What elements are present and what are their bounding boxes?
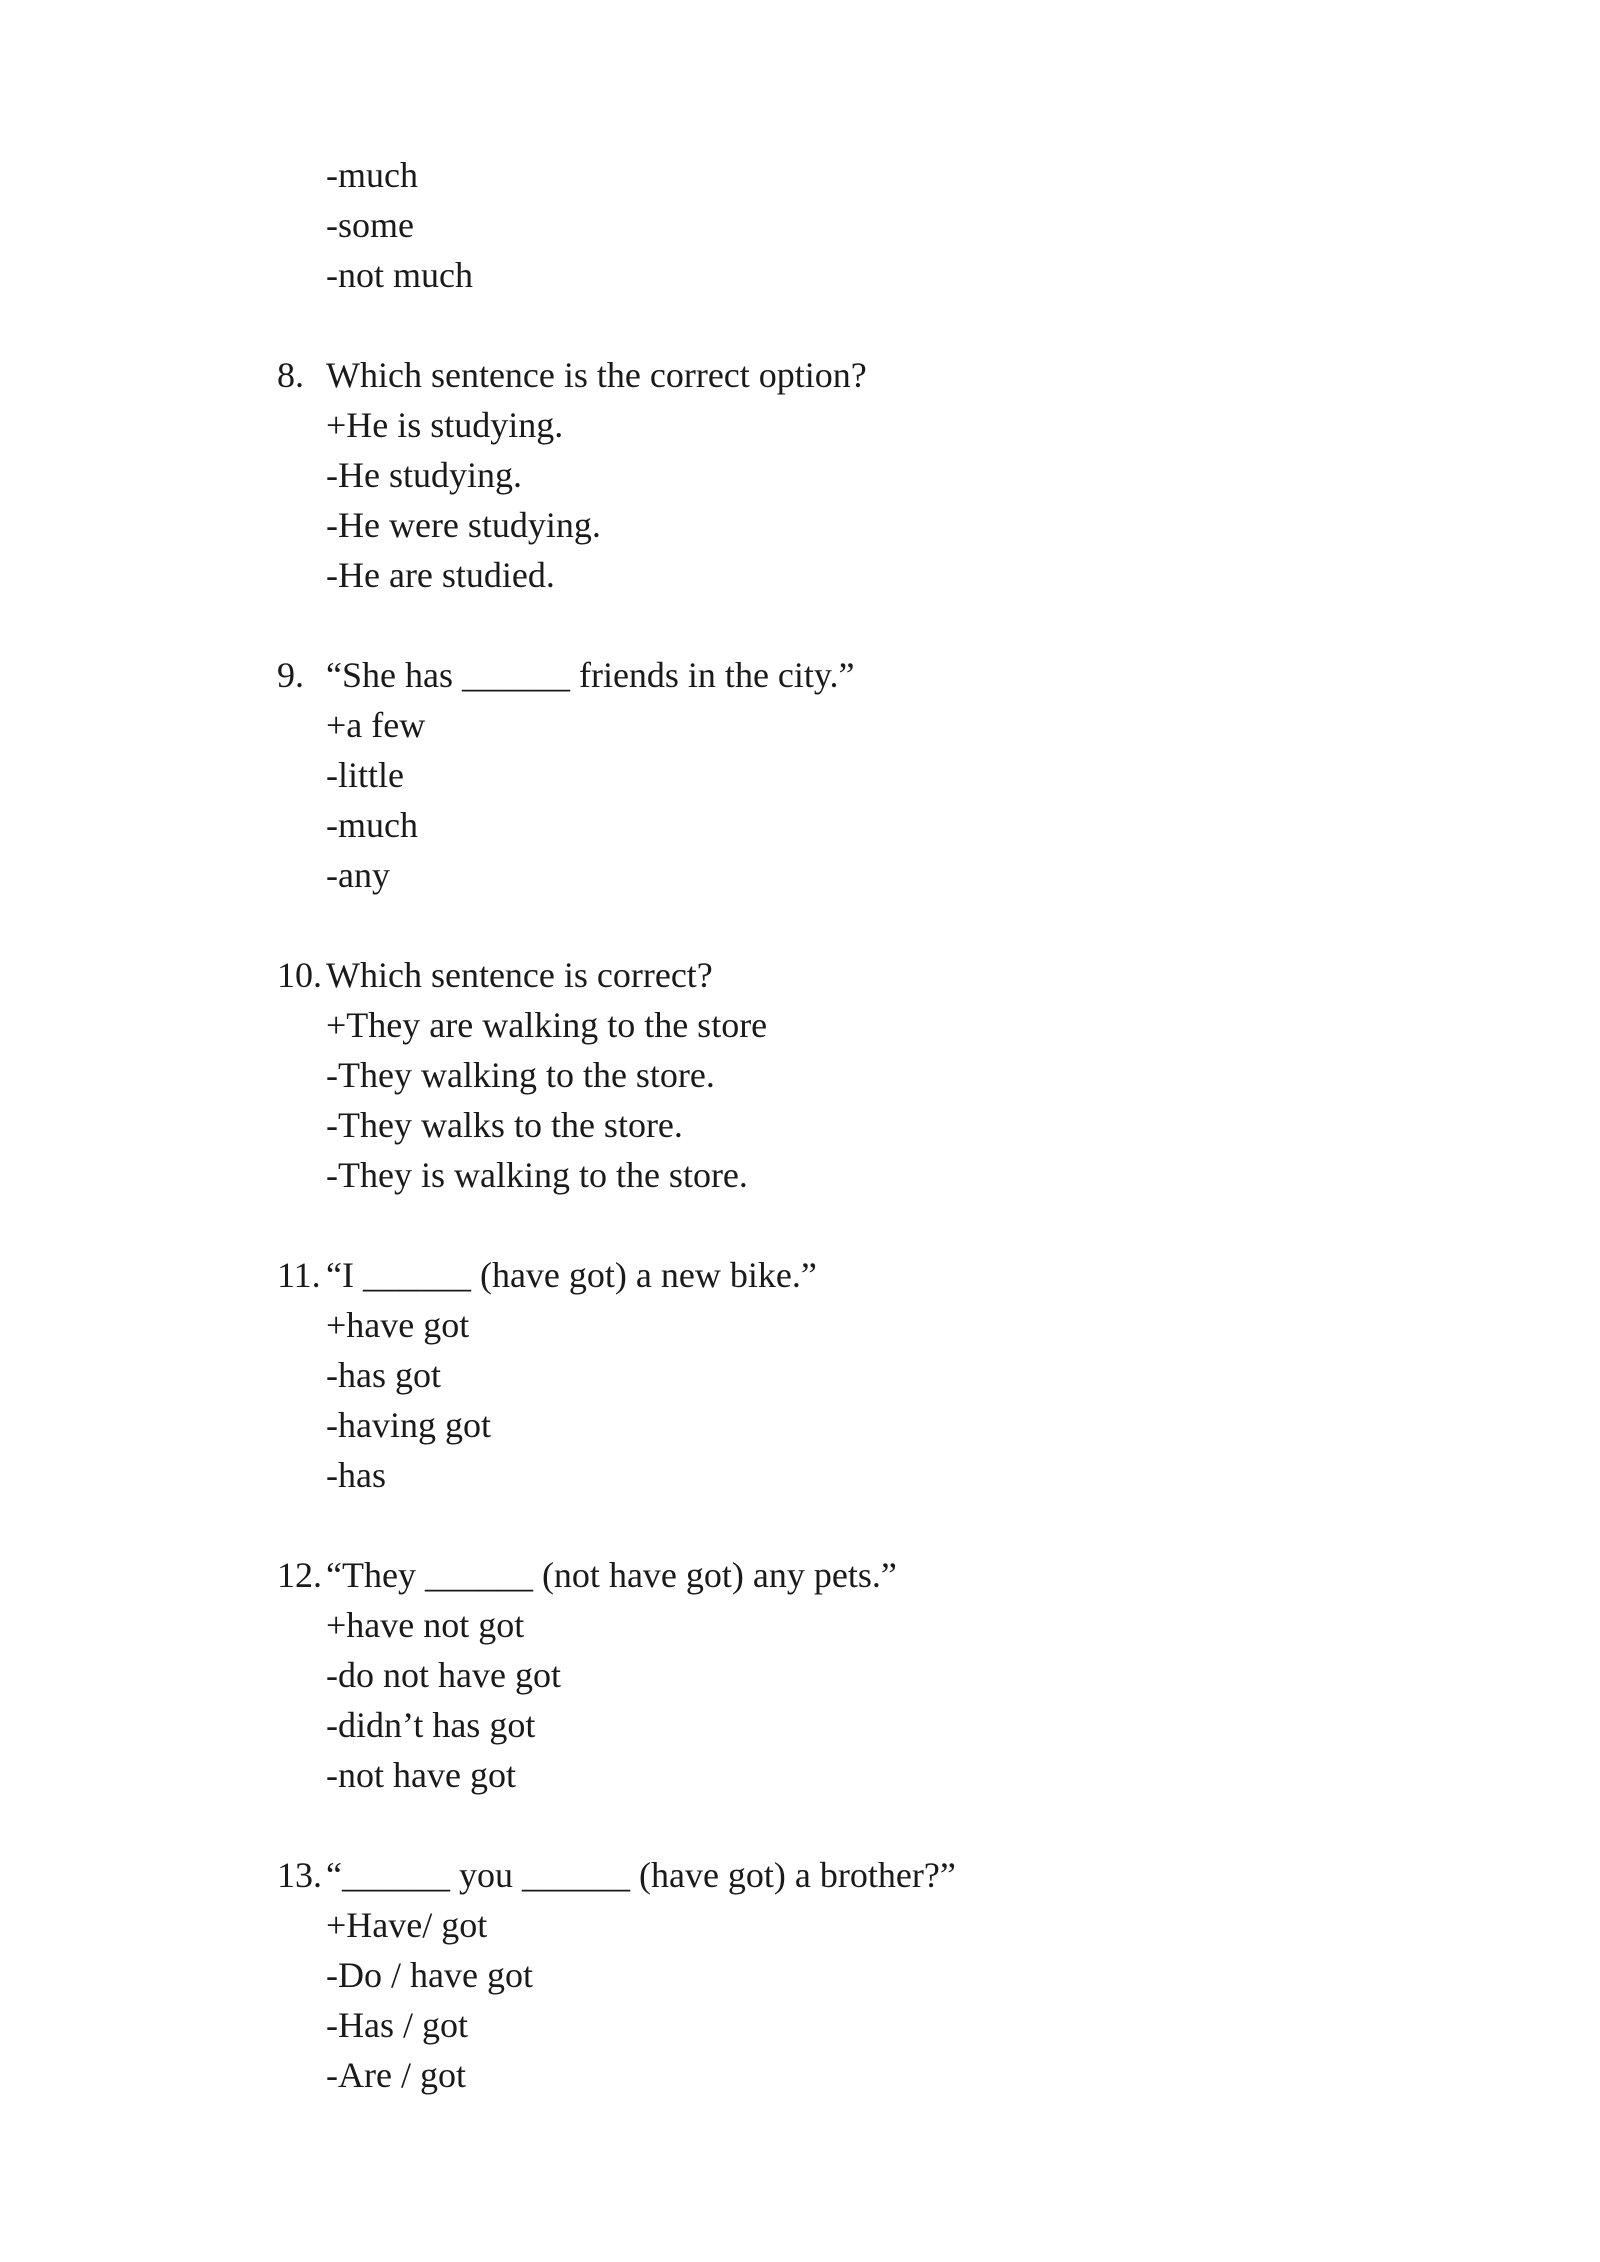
- option-text: -Do / have got: [326, 1955, 533, 1995]
- option-text: -much: [326, 805, 418, 845]
- option-text: -little: [326, 755, 404, 795]
- option-text: -some: [326, 205, 414, 245]
- option-line: [277, 1400, 1377, 1450]
- option-line: [277, 450, 1377, 500]
- option-text: -They walks to the store.: [326, 1105, 683, 1145]
- option-line: [277, 1950, 1377, 2000]
- option-text: -has got: [326, 1355, 441, 1395]
- question-number: 12.: [277, 1555, 322, 1595]
- question-text: “She has ______ friends in the city.”: [326, 655, 855, 695]
- option-line: [277, 150, 1377, 200]
- option-line: [277, 500, 1377, 550]
- option-line: [277, 550, 1377, 600]
- question-11: [277, 1250, 1377, 1500]
- option-text: +Have/ got: [326, 1905, 488, 1945]
- question-number: 8.: [277, 355, 304, 395]
- option-line: [277, 1050, 1377, 1100]
- option-line: [277, 850, 1377, 900]
- question-text: “______ you ______ (have got) a brother?”: [326, 1855, 956, 1895]
- option-line: [277, 200, 1377, 250]
- question-line: [277, 1250, 1377, 1300]
- option-line: [277, 1750, 1377, 1800]
- quiz-content: [277, 150, 1377, 2100]
- option-line: [277, 1350, 1377, 1400]
- option-text: -He are studied.: [326, 555, 555, 595]
- option-text: -didn’t has got: [326, 1705, 536, 1745]
- option-line: [277, 750, 1377, 800]
- option-text: -not much: [326, 255, 473, 295]
- option-text: -not have got: [326, 1755, 516, 1795]
- option-line: [277, 400, 1377, 450]
- option-text: -He studying.: [326, 455, 522, 495]
- question-line: [277, 650, 1377, 700]
- question-text: “They ______ (not have got) any pets.”: [326, 1555, 897, 1595]
- continued-options: [277, 150, 1377, 300]
- question-10: [277, 950, 1377, 1200]
- question-text: “I ______ (have got) a new bike.”: [326, 1255, 817, 1295]
- option-text: +a few: [326, 705, 426, 745]
- option-line: [277, 2050, 1377, 2100]
- option-line: [277, 1300, 1377, 1350]
- option-line: [277, 1450, 1377, 1500]
- option-text: -Are / got: [326, 2055, 466, 2095]
- option-text: -They walking to the store.: [326, 1055, 715, 1095]
- option-text: +have not got: [326, 1605, 525, 1645]
- option-text: -any: [326, 855, 390, 895]
- option-line: [277, 1900, 1377, 1950]
- question-12: [277, 1550, 1377, 1800]
- option-line: [277, 1650, 1377, 1700]
- option-line: [277, 700, 1377, 750]
- option-text: -having got: [326, 1405, 491, 1445]
- question-9: [277, 650, 1377, 900]
- question-number: 13.: [277, 1855, 322, 1895]
- question-8: [277, 350, 1377, 600]
- question-line: [277, 1850, 1377, 1900]
- option-text: -Has / got: [326, 2005, 468, 2045]
- option-line: [277, 250, 1377, 300]
- question-line: [277, 350, 1377, 400]
- option-text: -do not have got: [326, 1655, 561, 1695]
- option-line: [277, 800, 1377, 850]
- question-number: 10.: [277, 955, 322, 995]
- question-number: 9.: [277, 655, 304, 695]
- option-text: -has: [326, 1455, 386, 1495]
- option-text: -He were studying.: [326, 505, 601, 545]
- option-line: [277, 1150, 1377, 1200]
- question-text: Which sentence is correct?: [326, 955, 713, 995]
- option-line: [277, 1700, 1377, 1750]
- option-text: -They is walking to the store.: [326, 1155, 748, 1195]
- option-text: +He is studying.: [326, 405, 564, 445]
- question-number: 11.: [277, 1255, 321, 1295]
- option-line: [277, 1100, 1377, 1150]
- option-text: +have got: [326, 1305, 470, 1345]
- question-13: [277, 1850, 1377, 2100]
- option-text: -much: [326, 155, 418, 195]
- question-line: [277, 950, 1377, 1000]
- option-text: +They are walking to the store: [326, 1005, 768, 1045]
- option-line: [277, 2000, 1377, 2050]
- question-line: [277, 1550, 1377, 1600]
- question-text: Which sentence is the correct option?: [326, 355, 867, 395]
- option-line: [277, 1600, 1377, 1650]
- option-line: [277, 1000, 1377, 1050]
